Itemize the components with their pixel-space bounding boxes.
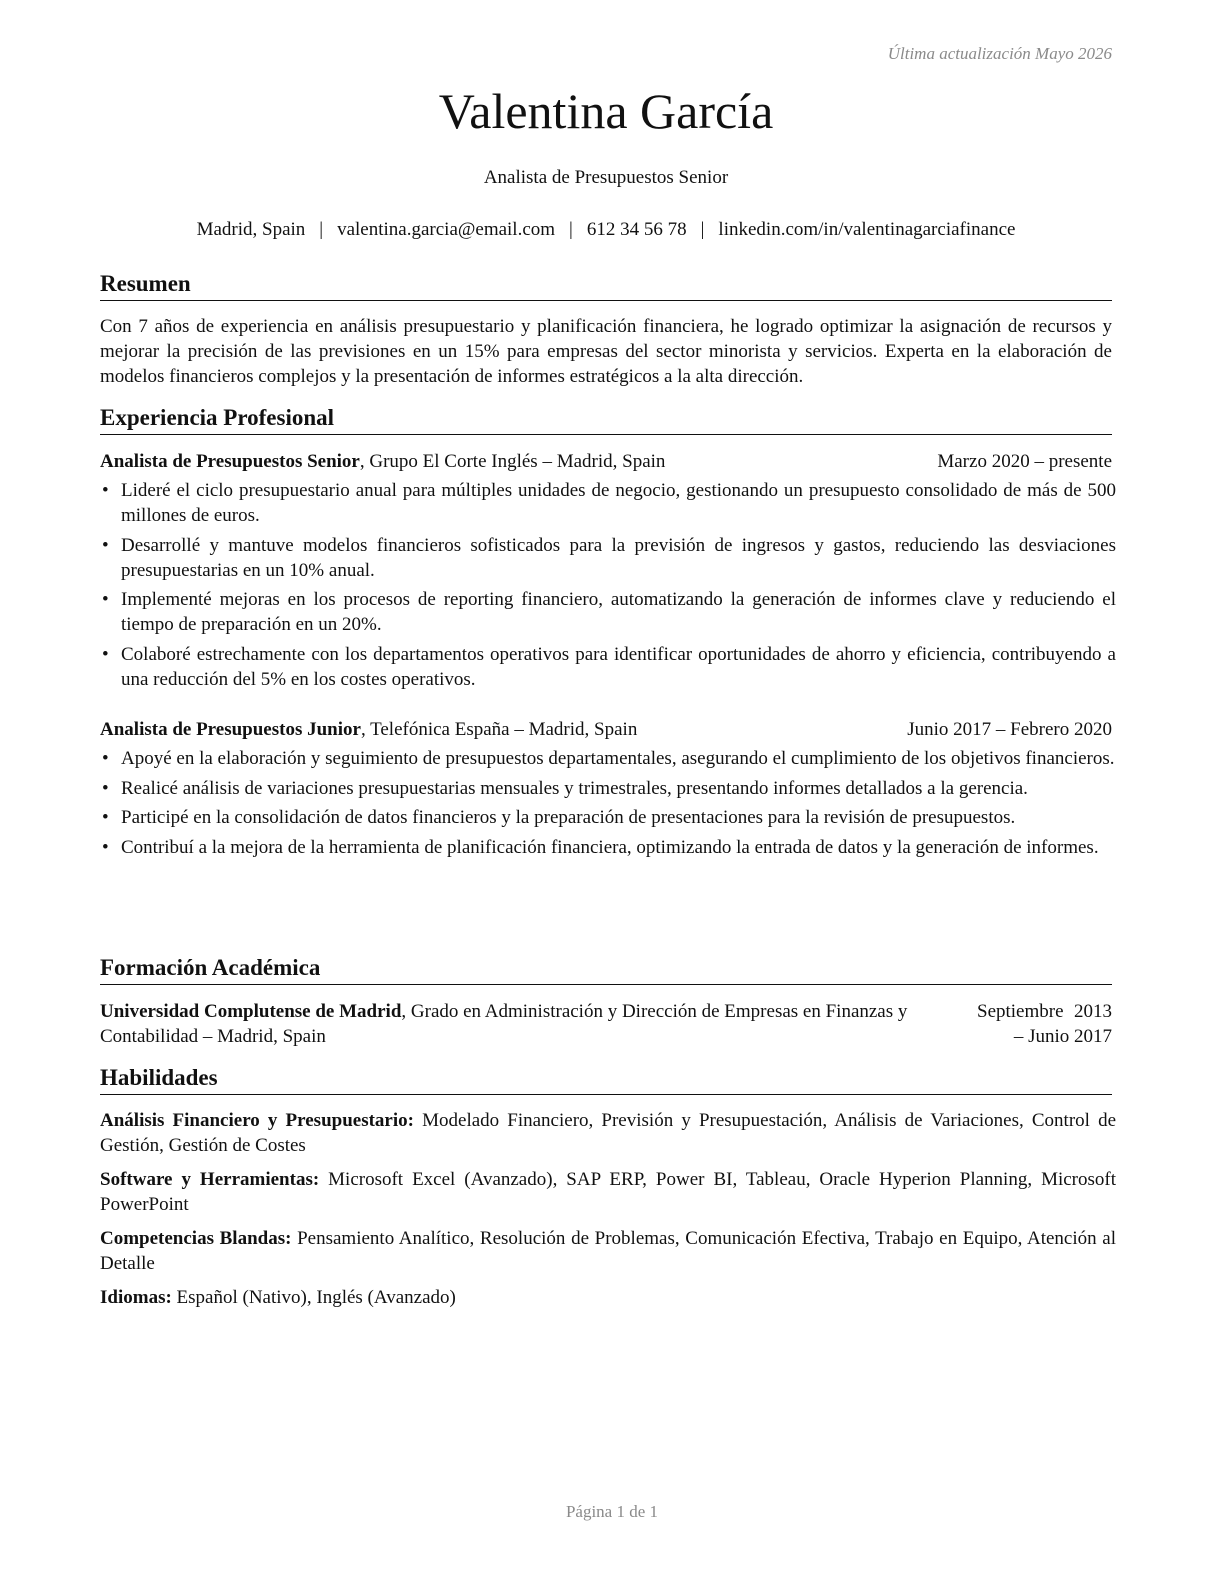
page-number: Página 1 de 1 — [565, 1502, 659, 1521]
section-title-education: Formación Académica — [100, 954, 1112, 985]
job-header — [100, 449, 1112, 474]
job-bullet — [100, 642, 1116, 692]
job-bullet — [100, 835, 1116, 860]
section-title-skills: Habilidades — [100, 1064, 1112, 1095]
section-title-summary: Resumen — [100, 270, 1112, 301]
contact-location: Madrid, Spain — [196, 219, 306, 240]
job-bullet — [100, 746, 1116, 771]
contact-linkedin[interactable]: linkedin.com/in/valentinagarciafinance — [718, 219, 1016, 240]
job-bullet — [100, 478, 1116, 528]
job-dates: Junio 2017 – Febrero 2020 — [907, 719, 1112, 740]
education-school: Universidad Complutense de Madrid — [100, 1001, 402, 1022]
bullet-icon: • — [102, 748, 109, 769]
skill-label: Software y Herramientas: — [100, 1169, 320, 1190]
job-bullet-text: Lideré el ciclo presupuestario anual para múltiples unidades de negocio, gestionando un presupuesto consolidado de más de 500 millones de euros. — [121, 480, 1116, 526]
bullet-icon: • — [102, 480, 109, 501]
contact-phone[interactable]: 612 34 56 78 — [586, 219, 687, 240]
contact-separator: | — [569, 219, 573, 240]
skill-line — [100, 1108, 1116, 1158]
job-dates: Marzo 2020 – presente — [937, 451, 1112, 472]
contact-email[interactable]: valentina.garcia@email.com — [337, 219, 556, 240]
skill-label: Competencias Blandas: — [100, 1228, 292, 1249]
bullet-icon: • — [102, 589, 109, 610]
job-role: Analista de Presupuestos Senior — [100, 451, 360, 472]
skill-label: Análisis Financiero y Presupuestario: — [100, 1110, 414, 1131]
job-company: , Grupo El Corte Inglés – Madrid, Spain — [359, 451, 666, 472]
skill-value: Español (Nativo), Inglés (Avanzado) — [171, 1287, 456, 1308]
job-bullet-text: Contribuí a la mejora de la herramienta de planificación financiera, optimizando la entrada de datos y la generación de informes. — [121, 836, 1099, 858]
bullet-icon: • — [102, 534, 109, 556]
bullet-icon: • — [102, 807, 109, 828]
job-bullet — [100, 587, 1116, 637]
skill-value: Modelado Financiero, Previsión y Presupuestación, Análisis de Variaciones, Control de Gestión, Gestión de Costes — [100, 1110, 1116, 1156]
job-bullet-text: Participé en la consolidación de datos financieros y la preparación de presentaciones para la revisión de presupuestos. — [121, 807, 1016, 828]
job-bullet-text: Realicé análisis de variaciones presupuestarias mensuales y trimestrales, presentando informes detallados a la gerencia. — [121, 777, 1028, 799]
job-bullet-text: Implementé mejoras en los procesos de reporting financiero, automatizando la generación de informes clave y reduciendo el tiempo de preparación en un 20%. — [121, 589, 1116, 635]
last-updated: Última actualización Mayo 2026 — [887, 44, 1112, 63]
education-degree: , Grado en Administración y Dirección de Empresas en Finanzas y Contabilidad – Madrid, Spain — [100, 1001, 908, 1047]
job-bullet — [100, 533, 1116, 583]
skill-label: Idiomas: — [100, 1287, 172, 1308]
skill-line — [100, 1167, 1116, 1217]
candidate-headline: Analista de Presupuestos Senior — [483, 167, 729, 188]
job-bullet — [100, 776, 1116, 801]
skill-value: Pensamiento Analítico, Resolución de Problemas, Comunicación Efectiva, Trabajo en Equipo, Atención al Detalle — [100, 1228, 1116, 1274]
summary-text: Con 7 años de experiencia en análisis presupuestario y planificación financiera, he logrado optimizar la asignación de recursos y mejorar la precisión de las previsiones en un 15% para empresas del sector minorista y servicios. Experta en la elaboración de modelos financieros complejos y la presentación de informes estratégicos a la alta dirección. — [100, 316, 1112, 387]
candidate-name: Valentina García — [438, 83, 774, 139]
skill-line — [100, 1285, 1116, 1310]
contact-separator: | — [700, 219, 705, 240]
education-dates: Septiembre 2013 – Junio 2017 — [977, 1001, 1112, 1047]
section-title-experience: Experiencia Profesional — [100, 404, 1112, 435]
education-details — [100, 999, 980, 1049]
skill-value: Microsoft Excel (Avanzado), SAP ERP, Power BI, Tableau, Oracle Hyperion Planning, Microsoft PowerPoint — [100, 1169, 1116, 1215]
job-bullet — [100, 805, 1116, 830]
job-bullet-text: Desarrollé y mantuve modelos financieros sofisticados para la previsión de ingresos y gastos, reduciendo las desviaciones presupuestarias en un 10% anual. — [121, 534, 1116, 581]
contact-line — [100, 219, 1112, 241]
job-bullet-text: Apoyé en la elaboración y seguimiento de presupuestos departamentales, asegurando el cumplimiento de los objetivos financieros. — [121, 748, 1115, 769]
contact-separator: | — [319, 219, 324, 240]
job-bullet-text: Colaboré estrechamente con los departamentos operativos para identificar oportunidades de ahorro y eficiencia, contribuyendo a una reducción del 5% en los costes operativos. — [121, 643, 1116, 690]
bullet-icon: • — [102, 777, 109, 799]
job-role: Analista de Presupuestos Junior — [100, 719, 361, 740]
job-company: , Telefónica España – Madrid, Spain — [360, 719, 638, 740]
bullet-icon: • — [102, 836, 109, 858]
bullet-icon: • — [102, 643, 109, 665]
job-header — [100, 717, 1112, 742]
job-bullets — [100, 746, 1116, 864]
job-bullets — [100, 478, 1116, 696]
skill-line — [100, 1226, 1116, 1276]
